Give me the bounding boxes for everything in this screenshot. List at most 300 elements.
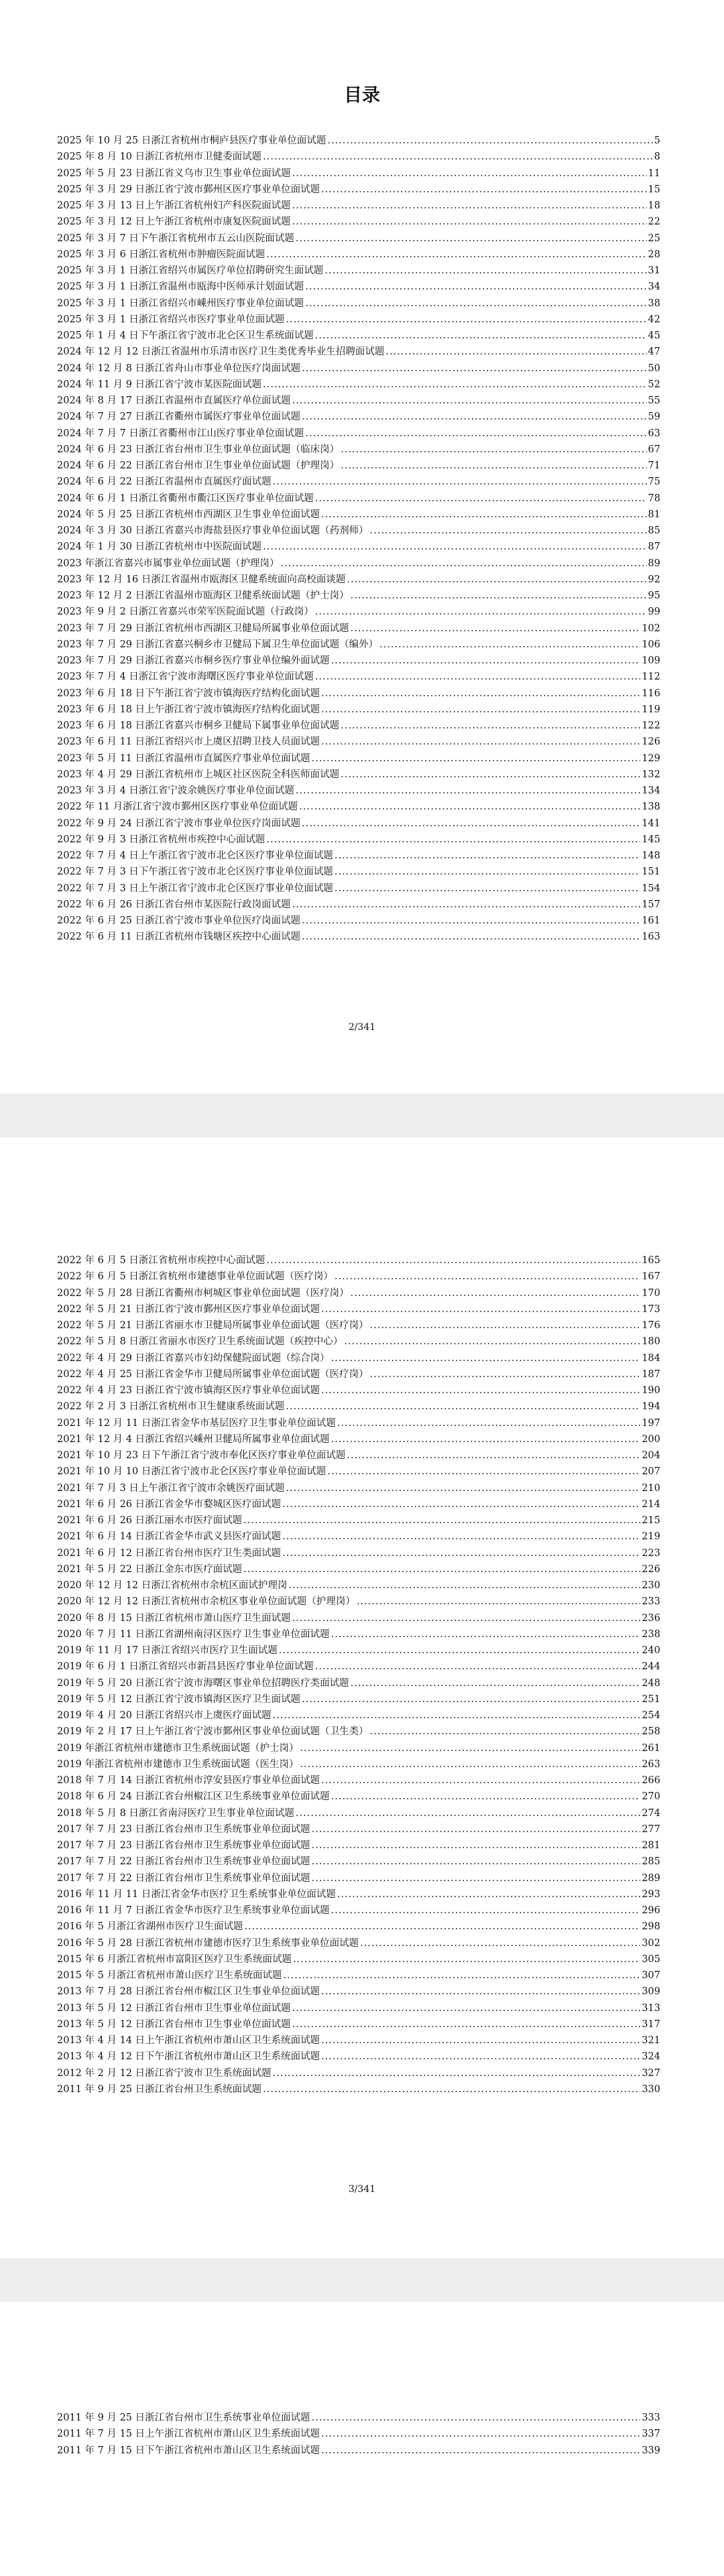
toc-entry[interactable] xyxy=(57,507,660,523)
toc-entry-page: 261 xyxy=(642,1742,660,1754)
toc-entry-page: 28 xyxy=(648,249,660,260)
toc-entry-page: 8 xyxy=(654,151,660,163)
toc-entry-page: 132 xyxy=(642,769,660,780)
toc-entry[interactable] xyxy=(57,1951,660,1968)
toc-dot-leader xyxy=(302,929,640,945)
toc-dot-leader xyxy=(321,1984,640,2000)
toc-entry-title: 2022 年 9 月 3 日浙江省杭州市疾控中心面试题 xyxy=(57,834,265,845)
toc-entry-title: 2022 年 7 月 4 日上午浙江省宁波市北仑区医疗事业单位面试题 xyxy=(57,850,333,861)
toc-entry-title: 2022 年 2 月 3 日浙江省杭州市卫生健康系统面试题 xyxy=(57,1401,285,1413)
toc-entry-page: 161 xyxy=(642,915,660,926)
toc-entry[interactable] xyxy=(57,1382,660,1399)
toc-entry-page: 22 xyxy=(648,216,660,228)
toc-dot-leader xyxy=(347,572,646,588)
toc-entry-page: 102 xyxy=(642,623,660,634)
toc-entry[interactable] xyxy=(57,1626,660,1643)
toc-entry[interactable] xyxy=(57,474,660,490)
toc-entry[interactable] xyxy=(57,1659,660,1675)
toc-entry-page: 99 xyxy=(648,606,660,618)
toc-entry[interactable] xyxy=(57,1301,660,1317)
toc-entry[interactable] xyxy=(57,1756,660,1773)
toc-dot-leader xyxy=(273,2065,641,2081)
toc-entry-title: 2011 年 7 月 15 日下午浙江省杭州市萧山区卫生系统面试题 xyxy=(57,2445,320,2456)
toc-entry-title: 2017 年 7 月 22 日浙江省台州市卫生系统事业单位面试题 xyxy=(57,1856,310,1868)
toc-dot-leader xyxy=(321,507,646,523)
toc-entry-page: 214 xyxy=(642,1498,660,1510)
toc-dot-leader xyxy=(302,816,640,832)
toc-entry-title: 2015 年 5 月浙江省杭州市萧山医疗卫生系统面试题 xyxy=(57,1970,282,1981)
toc-entry[interactable] xyxy=(57,182,660,198)
toc-entry-page: 238 xyxy=(642,1628,660,1640)
toc-entry[interactable] xyxy=(57,767,660,783)
toc-entry-page: 305 xyxy=(642,1953,660,1965)
toc-entry[interactable] xyxy=(57,377,660,393)
toc-entry-page: 248 xyxy=(642,1677,660,1689)
toc-entry[interactable] xyxy=(57,848,660,864)
toc-entry-title: 2019 年 4 月 20 日浙江省绍兴市上虞医疗面试题 xyxy=(57,1710,272,1721)
toc-entry-page: 187 xyxy=(642,1368,660,1380)
toc-entry-page: 45 xyxy=(648,330,660,341)
toc-entry-page: 204 xyxy=(642,1450,660,1461)
toc-entry[interactable] xyxy=(57,1594,660,1610)
toc-entry[interactable] xyxy=(57,1740,660,1756)
toc-entry[interactable] xyxy=(57,2016,660,2033)
toc-entry-title: 2023 年 7 月 4 日浙江省宁波市海曙区医疗事业单位面试题 xyxy=(57,671,314,683)
toc-entry-title: 2018 年 7 月 14 日浙江省杭州市淳安县医疗事业单位面试题 xyxy=(57,1775,320,1786)
toc-entry-title: 2013 年 4 月 12 日下午浙江省杭州市萧山区卫生系统面试题 xyxy=(57,2051,320,2063)
toc-entry[interactable] xyxy=(57,1838,660,1854)
toc-dot-leader xyxy=(282,1496,640,1512)
toc-entry-title: 2022 年 4 月 25 日浙江省金华市卫健局所属事业单位面试题（医疗岗） xyxy=(57,1368,369,1380)
toc-entry[interactable] xyxy=(57,1577,660,1594)
toc-entry-title: 2023 年 3 月 4 日浙江省宁波余姚医疗事业单位面试题 xyxy=(57,785,294,796)
toc-entry[interactable] xyxy=(57,1334,660,1350)
toc-entry-title: 2011 年 9 月 25 日浙江省台州市卫生系统事业单位面试题 xyxy=(57,2412,310,2423)
toc-entry[interactable] xyxy=(57,637,660,653)
toc-entry[interactable] xyxy=(57,426,660,442)
toc-entry-title: 2024 年 12 月 8 日浙江省舟山市事业单位医疗岗面试题 xyxy=(57,363,301,374)
toc-entry[interactable] xyxy=(57,1610,660,1626)
toc-entry-page: 215 xyxy=(642,1515,660,1526)
toc-dot-leader xyxy=(273,1708,641,1724)
toc-entry[interactable] xyxy=(57,1821,660,1838)
toc-entry-title: 2024 年 1 月 30 日浙江省杭州市中医院面试题 xyxy=(57,541,262,553)
toc-entry-title: 2020 年 12 月 12 日浙江省杭州市余杭区面试护理岗 xyxy=(57,1580,288,1591)
page-number: 3/341 xyxy=(348,2184,376,2195)
toc-entry-page: 197 xyxy=(642,1417,660,1429)
toc-dot-leader xyxy=(331,653,641,669)
toc-entry[interactable] xyxy=(57,1984,660,2000)
toc-dot-leader xyxy=(315,1659,640,1675)
document-page-4 xyxy=(0,2302,724,2576)
toc-entry[interactable] xyxy=(57,881,660,897)
toc-entry[interactable] xyxy=(57,491,660,507)
page-number: 2/341 xyxy=(348,1022,376,1033)
toc-entry[interactable] xyxy=(57,1675,660,1691)
toc-entry-page: 167 xyxy=(642,1271,660,1283)
toc-dot-leader xyxy=(266,832,640,848)
toc-dot-leader xyxy=(312,1870,641,1886)
toc-entry-title: 2021 年 12 月 11 日浙江省金华市基层医疗卫生事业单位面试题 xyxy=(57,1417,336,1429)
toc-dot-leader xyxy=(244,1919,640,1935)
toc-entry-title: 2023 年浙江省嘉兴市属事业单位面试题（护理岗） xyxy=(57,558,280,569)
toc-entry[interactable] xyxy=(57,409,660,425)
toc-entry-title: 2023 年 7 月 29 日浙江省嘉兴桐乡市卫健局下属卫生单位面试题（编外） xyxy=(57,639,379,650)
toc-entry-title: 2022 年 6 月 11 日浙江省杭州市钱塘区疾控中心面试题 xyxy=(57,931,301,943)
toc-entry-page: 109 xyxy=(642,655,660,666)
toc-entry-page: 266 xyxy=(642,1775,660,1786)
toc-entry-page: 240 xyxy=(642,1645,660,1656)
toc-entry-page: 226 xyxy=(642,1563,660,1575)
toc-dot-leader xyxy=(283,1968,640,1984)
toc-entry[interactable] xyxy=(57,897,660,913)
toc-dot-leader xyxy=(331,1789,641,1805)
toc-entry-title: 2021 年 6 月 26 日浙江丽水市医疗面试题 xyxy=(57,1515,243,1526)
toc-entry-page: 263 xyxy=(642,1758,660,1770)
toc-entry-page: 302 xyxy=(642,1937,660,1949)
toc-entry-title: 2024 年 6 月 23 日浙江省台州市卫生事业单位面试题（临床岗） xyxy=(57,444,340,455)
toc-dot-leader xyxy=(341,718,640,734)
toc-entry[interactable] xyxy=(57,1643,660,1659)
toc-dot-leader xyxy=(281,556,647,572)
toc-entry-title: 2024 年 6 月 22 日浙江省温州市直属医疗面试题 xyxy=(57,476,272,488)
toc-entry-page: 309 xyxy=(642,1986,660,1998)
toc-dot-leader xyxy=(379,637,640,653)
toc-entry[interactable] xyxy=(57,816,660,832)
toc-entry[interactable] xyxy=(57,2081,660,2098)
toc-dot-leader xyxy=(312,1821,641,1838)
toc-entry-page: 42 xyxy=(648,314,660,325)
toc-entry[interactable] xyxy=(57,328,660,344)
toc-entry[interactable] xyxy=(57,1529,660,1545)
toc-entry[interactable] xyxy=(57,2443,660,2459)
toc-entry[interactable] xyxy=(57,1886,660,1903)
toc-entry[interactable] xyxy=(57,133,660,149)
toc-entry[interactable] xyxy=(57,1789,660,1805)
toc-dot-leader xyxy=(321,2049,640,2065)
toc-dot-leader xyxy=(335,1269,640,1285)
toc-dot-leader xyxy=(292,2016,641,2033)
toc-entry[interactable] xyxy=(57,442,660,458)
toc-entry-page: 281 xyxy=(642,1840,660,1851)
toc-entry[interactable] xyxy=(57,458,660,474)
toc-dot-leader xyxy=(331,1903,641,1919)
toc-entry-title: 2025 年 3 月 1 日浙江省温州市瓯海中医师承计划面试题 xyxy=(57,281,304,293)
toc-dot-leader xyxy=(315,669,640,685)
toc-entry[interactable] xyxy=(57,1496,660,1512)
toc-entry[interactable] xyxy=(57,1903,660,1919)
toc-entry[interactable] xyxy=(57,1708,660,1724)
toc-entry-title: 2016 年 5 月浙江省湖州市医疗卫生面试题 xyxy=(57,1921,243,1933)
toc-entry-page: 321 xyxy=(642,2035,660,2046)
toc-entry-page: 223 xyxy=(642,1547,660,1559)
toc-entry[interactable] xyxy=(57,669,660,685)
toc-entry-title: 2025 年 3 月 1 日浙江省绍兴市属医疗单位招聘研究生面试题 xyxy=(57,265,324,276)
toc-entry-page: 52 xyxy=(648,379,660,390)
toc-entry[interactable] xyxy=(57,1480,660,1496)
toc-entry[interactable] xyxy=(57,1252,660,1269)
toc-entry[interactable] xyxy=(57,1350,660,1366)
toc-dot-leader xyxy=(344,1334,640,1350)
toc-entry-page: 63 xyxy=(648,428,660,439)
toc-entry-title: 2022 年 6 月 5 日浙江省杭州市疾控中心面试题 xyxy=(57,1255,265,1266)
toc-dot-leader xyxy=(351,1675,641,1691)
toc-entry[interactable] xyxy=(57,1415,660,1431)
toc-entry[interactable] xyxy=(57,296,660,312)
toc-dot-leader xyxy=(299,799,640,815)
toc-entry[interactable] xyxy=(57,686,660,702)
toc-entry[interactable] xyxy=(57,799,660,815)
toc-entry[interactable] xyxy=(57,1269,660,1285)
toc-entry[interactable] xyxy=(57,572,660,588)
toc-entry-page: 244 xyxy=(642,1661,660,1673)
toc-entry-page: 71 xyxy=(648,460,660,471)
toc-dot-leader xyxy=(321,2426,640,2442)
toc-entry-page: 38 xyxy=(648,298,660,309)
toc-entry-page: 317 xyxy=(642,2018,660,2030)
toc-entry[interactable] xyxy=(57,1919,660,1935)
toc-entry-title: 2022 年 4 月 29 日浙江省嘉兴市妇幼保健院面试题（综合岗） xyxy=(57,1352,330,1364)
toc-entry-title: 2016 年 5 月 28 日浙江省杭州市建德市医疗卫生系统事业单位面试题 xyxy=(57,1937,359,1949)
toc-dot-leader xyxy=(300,1740,641,1756)
toc-dot-leader xyxy=(312,1854,641,1870)
toc-dot-leader xyxy=(263,2081,640,2098)
toc-entry-page: 258 xyxy=(642,1726,660,1738)
toc-entry-page: 78 xyxy=(648,493,660,504)
toc-entry[interactable] xyxy=(57,588,660,604)
toc-dot-leader xyxy=(335,848,640,864)
toc-entry-title: 2022 年 7 月 3 日下午浙江省宁波市北仑区医疗事业单位面试题 xyxy=(57,866,333,878)
toc-dot-leader xyxy=(370,1724,641,1740)
toc-dot-leader xyxy=(321,734,640,750)
toc-entry-page: 163 xyxy=(642,931,660,943)
toc-entry[interactable] xyxy=(57,1805,660,1821)
toc-entry-title: 2021 年 6 月 26 日浙江省金华市婺城区医疗面试题 xyxy=(57,1498,282,1510)
toc-dot-leader xyxy=(286,1480,640,1496)
toc-entry-title: 2023 年 6 月 11 日浙江省绍兴市上虞区招聘卫技人员面试题 xyxy=(57,736,320,748)
toc-dot-leader xyxy=(315,604,647,620)
toc-dot-leader xyxy=(315,491,647,507)
toc-entry-page: 67 xyxy=(648,444,660,455)
toc-entry[interactable] xyxy=(57,1464,660,1480)
toc-entry-page: 330 xyxy=(642,2083,660,2095)
toc-entry[interactable] xyxy=(57,2000,660,2016)
toc-dot-leader xyxy=(312,751,641,767)
toc-entry[interactable] xyxy=(57,832,660,848)
toc-entry[interactable] xyxy=(57,2033,660,2049)
toc-entry-title: 2024 年 6 月 22 日浙江省台州市卫生事业单位面试题（护理岗） xyxy=(57,460,340,471)
document-page-2 xyxy=(0,0,724,1094)
toc-entry[interactable] xyxy=(57,1854,660,1870)
toc-dot-leader xyxy=(370,1366,641,1382)
toc-entry-title: 2016 年 11 月 11 日浙江省金华市医疗卫生系统事业单位面试题 xyxy=(57,1888,336,1900)
toc-entry[interactable] xyxy=(57,1366,660,1382)
toc-entry-title: 2013 年 7 月 28 日浙江省台州市椒江区卫生事业单位面试题 xyxy=(57,1986,320,1998)
toc-entry[interactable] xyxy=(57,556,660,572)
toc-dot-leader xyxy=(312,2410,641,2426)
toc-entry[interactable] xyxy=(57,1935,660,1951)
toc-entry-page: 233 xyxy=(642,1596,660,1608)
toc-entry[interactable] xyxy=(57,1512,660,1529)
toc-entry-title: 2023 年 9 月 2 日浙江省嘉兴市荣军医院面试题（行政岗） xyxy=(57,606,314,618)
toc-entry[interactable] xyxy=(57,1691,660,1708)
toc-entry-page: 15 xyxy=(648,184,660,195)
toc-entry-page: 190 xyxy=(642,1385,660,1396)
toc-dot-leader xyxy=(370,523,647,539)
toc-entry-page: 324 xyxy=(642,2051,660,2063)
toc-dot-leader xyxy=(282,1529,640,1545)
toc-entry[interactable] xyxy=(57,604,660,620)
toc-entry-page: 230 xyxy=(642,1580,660,1591)
document-page-3 xyxy=(0,1137,724,2258)
toc-entry[interactable] xyxy=(57,393,660,409)
toc-dot-leader xyxy=(288,1577,640,1594)
toc-entry-title: 2012 年 2 月 12 日浙江省宁波市卫生系统面试题 xyxy=(57,2067,272,2079)
toc-entry-title: 2017 年 7 月 23 日浙江省台州市卫生系统事业单位面试题 xyxy=(57,1823,310,1835)
toc-entry-title: 2024 年 3 月 30 日浙江省嘉兴市海盐县医疗事业单位面试题（药剂师） xyxy=(57,525,369,536)
toc-entry-title: 2021 年 10 月 23 日下午浙江省宁波市奉化区医疗事业单位面试题 xyxy=(57,1450,346,1461)
toc-entry-page: 165 xyxy=(642,1255,660,1266)
toc-entry[interactable] xyxy=(57,523,660,539)
toc-entry-page: 18 xyxy=(648,200,660,211)
toc-entry-title: 2021 年 12 月 4 日浙江省绍兴嵊州卫健局所属事业单位面试题 xyxy=(57,1433,330,1445)
toc-entry-page: 145 xyxy=(642,834,660,845)
toc-dot-leader xyxy=(321,1382,640,1399)
toc-entry-title: 2024 年 12 月 12 日浙江省温州市乐清市医疗卫生类优秀毕业生招聘面试题 xyxy=(57,346,385,358)
toc-entry[interactable] xyxy=(57,702,660,718)
toc-entry[interactable] xyxy=(57,344,660,360)
toc-dot-leader xyxy=(286,1399,640,1415)
toc-entry-page: 274 xyxy=(642,1807,660,1819)
toc-entry-title: 2016 年 11 月 7 日浙江省金华市医疗卫生系统事业单位面试题 xyxy=(57,1905,330,1916)
toc-entry[interactable] xyxy=(57,1285,660,1301)
toc-entry[interactable] xyxy=(57,149,660,165)
toc-entry[interactable] xyxy=(57,263,660,279)
toc-entry[interactable] xyxy=(57,913,660,929)
toc-entry[interactable] xyxy=(57,1968,660,1984)
toc-entry-title: 2022 年 5 月 21 日浙江省宁波市鄞州区医疗事业单位面试题 xyxy=(57,1303,320,1315)
toc-entry-title: 2025 年 8 月 10 日浙江省杭州市卫健委面试题 xyxy=(57,151,262,163)
toc-entry-page: 95 xyxy=(648,590,660,601)
toc-entry[interactable] xyxy=(57,783,660,799)
toc-entry[interactable] xyxy=(57,1870,660,1886)
toc-dot-leader xyxy=(243,1512,640,1529)
toc-entry-title: 2022 年 6 月 5 日浙江省杭州市建德事业单位面试题（医疗岗） xyxy=(57,1271,333,1283)
toc-dot-leader xyxy=(292,1610,641,1626)
toc-entry[interactable] xyxy=(57,198,660,214)
toc-entry[interactable] xyxy=(57,653,660,669)
toc-entry[interactable] xyxy=(57,539,660,555)
toc-entry-title: 2023 年 4 月 29 日浙江省杭州市上城区社区医院全科医师面试题 xyxy=(57,769,340,780)
toc-entry-page: 126 xyxy=(642,736,660,748)
toc-entry-title: 2023 年 5 月 11 日浙江省温州市直属医疗事业单位面试题 xyxy=(57,753,310,764)
toc-dot-leader xyxy=(312,1838,641,1854)
toc-entry[interactable] xyxy=(57,1447,660,1464)
toc-entry[interactable] xyxy=(57,1399,660,1415)
toc-entry[interactable] xyxy=(57,2426,660,2442)
toc-entry-page: 293 xyxy=(642,1888,660,1900)
toc-entry-title: 2025 年 3 月 7 日下午浙江省杭州市五云山医院面试题 xyxy=(57,233,294,244)
toc-dot-leader xyxy=(263,149,653,165)
toc-entry-page: 219 xyxy=(642,1531,660,1543)
toc-entry[interactable] xyxy=(57,312,660,328)
toc-dot-leader xyxy=(351,588,647,604)
toc-entry-title: 2023 年 7 月 29 日浙江省杭州市西湖区卫健局所属事业单位面试题 xyxy=(57,623,349,634)
toc-entry-title: 2013 年 4 月 14 日上午浙江省杭州市萧山区卫生系统面试题 xyxy=(57,2035,320,2046)
toc-dot-leader xyxy=(243,1561,640,1577)
toc-entry-title: 2018 年 6 月 24 日浙江省台州椒江区卫生系统事业单位面试题 xyxy=(57,1791,330,1803)
toc-dot-leader xyxy=(321,2443,640,2459)
toc-dot-leader xyxy=(321,182,646,198)
toc-entry-page: 5 xyxy=(654,135,660,146)
toc-entry-page: 122 xyxy=(642,720,660,731)
toc-entry-title: 2019 年 5 月 12 日浙江省宁波市镇海区医疗卫生面试题 xyxy=(57,1693,301,1705)
toc-dot-leader xyxy=(292,166,647,182)
toc-entry[interactable] xyxy=(57,2410,660,2426)
toc-entry[interactable] xyxy=(57,718,660,734)
toc-entry[interactable] xyxy=(57,2065,660,2081)
toc-entry-page: 289 xyxy=(642,1872,660,1884)
toc-dot-leader xyxy=(302,361,646,377)
toc-dot-leader xyxy=(331,1350,641,1366)
toc-entry[interactable] xyxy=(57,864,660,880)
toc-entry[interactable] xyxy=(57,361,660,377)
toc-entry[interactable] xyxy=(57,247,660,263)
toc-entry[interactable] xyxy=(57,214,660,230)
toc-dot-leader xyxy=(321,2033,640,2049)
toc-entry-title: 2019 年 6 月 1 日浙江省绍兴市新昌县医疗事业单位面试题 xyxy=(57,1661,314,1673)
toc-entry[interactable] xyxy=(57,1317,660,1334)
toc-entry-page: 50 xyxy=(648,363,660,374)
toc-entry[interactable] xyxy=(57,1431,660,1447)
toc-entry[interactable] xyxy=(57,1724,660,1740)
toc-entry-title: 2021 年 6 月 14 日浙江省金华市武义县医疗面试题 xyxy=(57,1531,282,1543)
toc-entry-page: 106 xyxy=(642,639,660,650)
toc-entry[interactable] xyxy=(57,621,660,637)
toc-entry-title: 2025 年 1 月 4 日下午浙江省宁波市北仑区卫生系统面试题 xyxy=(57,330,314,341)
toc-dot-leader xyxy=(305,279,646,295)
toc-dot-leader xyxy=(385,344,646,360)
toc-dot-leader xyxy=(292,2000,641,2016)
toc-entry[interactable] xyxy=(57,166,660,182)
toc-entry-page: 333 xyxy=(642,2412,660,2423)
toc-entry[interactable] xyxy=(57,734,660,750)
toc-entry-page: 236 xyxy=(642,1612,660,1624)
toc-dot-leader xyxy=(263,377,646,393)
toc-entry[interactable] xyxy=(57,751,660,767)
toc-entry[interactable] xyxy=(57,1773,660,1789)
toc-dot-leader xyxy=(296,1805,640,1821)
toc-entry-title: 2025 年 3 月 6 日浙江省杭州市肿瘤医院面试题 xyxy=(57,249,265,260)
toc-entry[interactable] xyxy=(57,279,660,295)
toc-entry-title: 2021 年 10 月 10 日浙江省宁波市北仑区医疗事业单位面试题 xyxy=(57,1466,326,1478)
toc-entry-page: 200 xyxy=(642,1433,660,1445)
toc-entry-page: 210 xyxy=(642,1482,660,1494)
toc-entry-page: 34 xyxy=(648,281,660,293)
toc-entry[interactable] xyxy=(57,929,660,945)
toc-entry[interactable] xyxy=(57,2049,660,2065)
toc-entry[interactable] xyxy=(57,1561,660,1577)
toc-entry-title: 2022 年 5 月 21 日浙江省丽水市卫健局所属事业单位面试题（医疗岗） xyxy=(57,1320,369,1331)
toc-entry-title: 2025 年 3 月 29 日浙江省宁波市鄞州区医疗事业单位面试题 xyxy=(57,184,320,195)
toc-dot-leader xyxy=(282,1545,640,1561)
toc-dot-leader xyxy=(347,1447,640,1464)
toc-dot-leader xyxy=(331,1626,641,1643)
toc-dot-leader xyxy=(302,1691,640,1708)
toc-dot-leader xyxy=(273,474,647,490)
toc-entry[interactable] xyxy=(57,231,660,247)
toc-entry[interactable] xyxy=(57,1545,660,1561)
